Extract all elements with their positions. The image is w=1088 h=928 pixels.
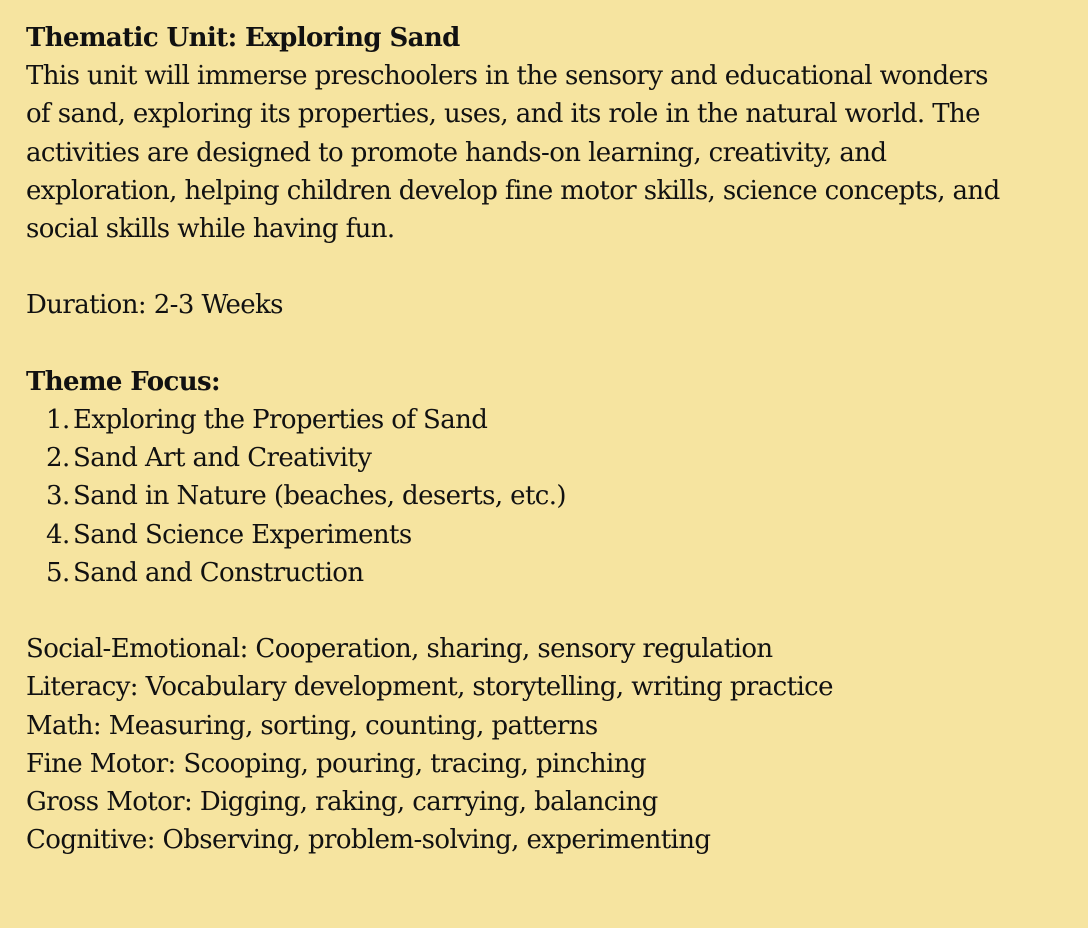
spacer [26,592,1048,630]
list-item-number: 5. [46,557,70,588]
domain-literacy: Literacy: Vocabulary development, storytelling, writing practice [26,672,833,703]
list-item-label: Exploring the Properties of Sand [73,405,488,435]
domain-math: Math: Measuring, sorting, counting, patterns [26,710,598,741]
intro-paragraph [26,57,1048,248]
spacer [26,248,1048,286]
developmental-domains [26,630,1048,859]
domain-cognitive: Cognitive: Observing, problem-solving, experimenting [26,825,711,856]
list-item [46,401,1048,439]
list-item [46,477,1048,515]
duration: Duration: 2-3 Weeks [26,290,283,321]
list-item-number: 1. [46,405,70,435]
theme-focus-heading: Theme Focus: [26,366,221,397]
list-item-label: Sand and Construction [73,557,364,588]
intro-line: social skills while having fun. [26,214,395,245]
list-item [46,516,1048,554]
list-item-label: Sand in Nature (beaches, deserts, etc.) [73,481,566,512]
spacer [26,325,1048,363]
list-item [46,554,1048,592]
intro-line: of sand, exploring its properties, uses, and its role in the natural world. The [26,99,980,130]
intro-line: This unit will immerse preschoolers in the sensory and educational wonders [26,61,988,92]
list-item-number: 2. [46,443,70,474]
list-item [46,439,1048,477]
domain-gross-motor: Gross Motor: Digging, raking, carrying, balancing [26,786,658,817]
intro-line: exploration, helping children develop fine motor skills, science concepts, and [26,175,1000,206]
list-item-label: Sand Science Experiments [73,519,412,550]
domain-fine-motor: Fine Motor: Scooping, pouring, tracing, pinching [26,748,646,779]
theme-focus-list [26,401,1048,592]
domain-social-emotional: Social-Emotional: Cooperation, sharing, sensory regulation [26,634,773,665]
intro-line: activities are designed to promote hands-on learning, creativity, and [26,137,887,168]
document-title: Thematic Unit: Exploring Sand [26,23,460,53]
list-item-number: 4. [46,519,70,550]
list-item-label: Sand Art and Creativity [73,443,372,474]
list-item-number: 3. [46,481,70,512]
